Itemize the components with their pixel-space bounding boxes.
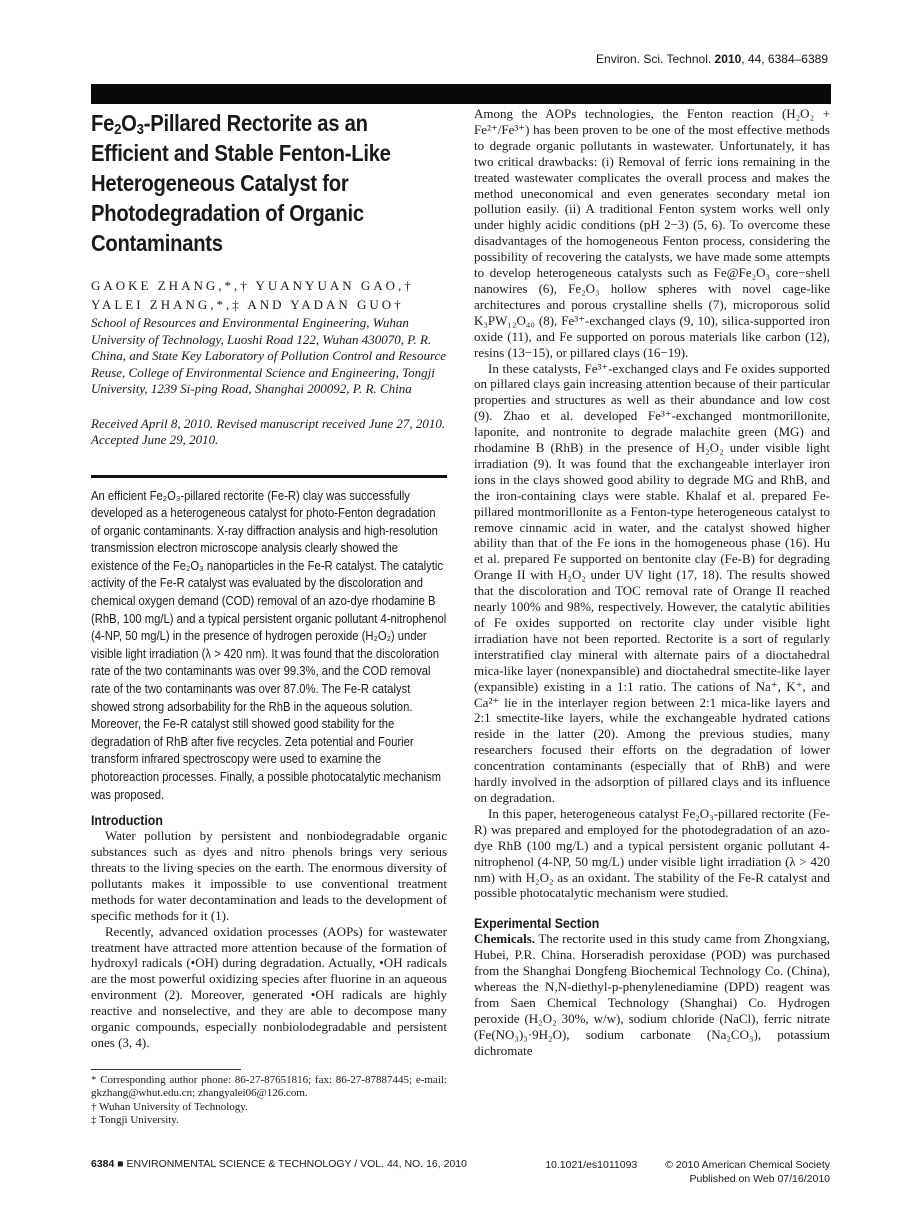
footnote-wuhan: † Wuhan University of Technology. bbox=[91, 1100, 248, 1113]
chemicals-label: Chemicals. bbox=[474, 931, 536, 947]
left-column bbox=[91, 106, 447, 1128]
author-line-1: GAOKE ZHANG,*,† YUANYUAN GAO,† bbox=[91, 278, 414, 293]
page-footer-left: 6384 ■ ENVIRONMENTAL SCIENCE & TECHNOLOGY / VOL. 44, NO. 16, 2010 bbox=[91, 1158, 467, 1170]
footnotes bbox=[91, 1074, 447, 1128]
top-banner-bar bbox=[91, 84, 831, 104]
journal-year: 2010 bbox=[714, 52, 742, 66]
introduction-body-left bbox=[91, 828, 447, 1051]
intro-paragraph-1: Water pollution by persistent and nonbiodegradable organic substances such as dyes and nitro phenols brings very serious threats to the living species on the earth. The enormous diversity of pollutants makes it impossible to use conventional treatment methods for water decontamination and leads to the development of specific methods for it (1). bbox=[91, 828, 447, 923]
article-title: $Fe_2O_3$-Pillared Rectorite as an Efficient and Stable Fenton-Like Heterogeneous Catalyst for Photodegradation of Organic Contaminants bbox=[91, 110, 391, 256]
author-line-2: YALEI ZHANG,*,‡ AND YADAN GUO† bbox=[91, 297, 404, 312]
chemicals-text: The rectorite used in this study came from Zhongxiang, Hubei, P.R. China. Horseradish peroxidase (POD) was purchased from the Shanghai Dongfeng Biochemical Technology Co. (China), whereas the N,N-diethyl-p-phenylenediamine (DPD) reagent was from Saen Chemical Technology (Shanghai) Co. Hydrogen peroxide (H₂O₂ 30%, w/w), sodium chloride (NaCl), ferric nitrate (Fe(NO₃)₃·9H₂O), sodium carbonate (Na₂CO₃), potassium dichromate bbox=[474, 931, 830, 1058]
received-dates: Received April 8, 2010. Revised manuscript received June 27, 2010. Accepted June 29, 2010. bbox=[91, 415, 446, 447]
affiliation: School of Resources and Environmental Engineering, Wuhan University of Technology, Luoshi Road 122, Wuhan 430070, P. R. China, and State Key Laboratory of Pollution Control and Resource Reuse, College of Environmental Science and Engineering, Tongji University, 1239 Si-ping Road, Shanghai 200092, P. R. China bbox=[91, 315, 447, 396]
citation-volume-pages: , 44, 6384–6389 bbox=[741, 52, 828, 66]
introduction-body-right bbox=[474, 106, 830, 901]
running-header bbox=[596, 52, 828, 66]
footnote-rule bbox=[91, 1069, 241, 1070]
intro-paragraph-2: Recently, advanced oxidation processes (AOPs) for wastewater treatment have attracted more attention because of the formation of hydroxyl radicals (•OH) during degradation. Actually, •OH radicals are the most powerful oxidizing species after fluorine in an aqueous environment (2). Moreover, generated •OH radicals are highly reactive and nonselective, and they are able to decompose many organic compounds, especially nonbiolodegradable and persistent ones (3, 4). bbox=[91, 923, 447, 1050]
introduction-heading: Introduction bbox=[91, 812, 163, 829]
doi: 10.1021/es1011093 bbox=[545, 1159, 638, 1171]
abstract-rule bbox=[91, 475, 447, 478]
intro-paragraph-4: In these catalysts, Fe³⁺-exchanged clays and Fe oxides supported on pillared clays gain increasing attention because of their particular properties and structures as well as their abundance and low cost (9). Zhao et al. developed Fe³⁺-exchanged montmorillonite, laponite, and nontronite to degrade malachite green (MG) and rhodamine B (RhB) in the presence of H₂O₂ under visible light irradiation (9). It was found that the exchangeable interlayer iron ions in the clays showed good ability to degrade MG and RhB, and the iron-containing clays were stable. Khalaf et al. prepared Fe-pillared montmorillonite as a Fenton-type heterogeneous catalyst to remove cinnamic acid in water, and the catalyst showed higher ability than that of the Fe ions in the homogeneous phase (16). Hu et al. prepared Fe supported on bentonite clay (Fe-B) for degrading Orange II with H₂O₂ under UV light (17, 18). The results showed that the discoloration and TOC removal rate of Orange II reached nearly 100% and 98%, respectively. However, the catalytic abilities of Fe oxides supported on rectorite clay under visible light irradiation have not been reported. Rectorite is a sort of regularly interstratified clay mineral with alternate pairs of a dioctahedral mica-like layer (nonexpansible) and dioctahedral smectite-like layer (expansible) existing in a 1:1 ratio. The cations of Na⁺, K⁺, and Ca²⁺ lie in the interlayer region between 2:1 mica-like layers and 2:1 smectite-like layers, while the exchangeable hydrated cations reside in the latter (20). Among the previous studies, many researchers focused their efforts on the degradation of lower concentration contaminants (especially that of RhB) and were hardly involved in the adsorption of pillared clays and its influence on degradation. bbox=[474, 360, 830, 805]
author-list bbox=[91, 276, 447, 314]
chemicals-paragraph bbox=[474, 931, 830, 1058]
page-footer-right bbox=[545, 1158, 830, 1186]
copyright: © 2010 American Chemical Society bbox=[665, 1159, 830, 1171]
published-date: Published on Web 07/16/2010 bbox=[689, 1173, 830, 1185]
experimental-heading: Experimental Section bbox=[474, 915, 600, 932]
footnote-tongji: ‡ Tongji University. bbox=[91, 1114, 179, 1127]
intro-paragraph-5: In this paper, heterogeneous catalyst Fe₂O₃-pillared rectorite (Fe-R) was prepared and employed for the photodegradation of an azo-dye RhB (100 mg/L) and a typical persistent organic pollutant 4-nitrophenol (4-NP, 50 mg/L) under visible light irradiation (λ > 420 nm) with H₂O₂ as an oxidant. The stability of the Fe-R catalyst and possible photocatalytic mechanism were studied. bbox=[474, 805, 830, 901]
experimental-body bbox=[474, 931, 830, 1058]
journal-name: Environ. Sci. Technol. bbox=[596, 52, 712, 66]
footer-journal: ENVIRONMENTAL SCIENCE & TECHNOLOGY / VOL. 44, NO. 16, 2010 bbox=[126, 1158, 467, 1170]
intro-paragraph-3: Among the AOPs technologies, the Fenton reaction (H₂O₂ + Fe²⁺/Fe³⁺) has been proven to be one of the most effective methods to degrade organic pollutants in wastewater. Unfortunately, it has two critical drawbacks: (i) Removal of ferric ions remaining in the treated wastewater complicates the overall process and makes the method uneconomical and even generates secondary metal ion pollution easily. (ii) A traditional Fenton system works well only under highly acidic conditions (pH 2−3) (5, 6). To overcome these disadvantages of the homogeneous Fenton process, considering the possibility of recovering the catalysts, we have made some attempts to develop heterogeneous catalysts such as Fe@Fe₂O₃ core−shell nanowires (6), Fe₂O₃ hollow spheres with novel cage-like architectures and porous crystalline shells (7), microporous solid K₃PW₁₂O₄₀ (8), Fe³⁺-exchanged clays (9, 10), silica-supported iron oxide (11), and Fe supported on porous materials like carbon (12), resins (13−15), or pillared clays (16−19). bbox=[474, 106, 830, 360]
right-column bbox=[474, 106, 830, 1059]
page-number: 6384 bbox=[91, 1158, 115, 1170]
abstract: An efficient Fe₂O₃-pillared rectorite (Fe-R) clay was successfully developed as a heterogeneous catalyst for photo-Fenton degradation of organic contaminants. X-ray diffraction analysis and high-resolution transmission electron microscope analysis clearly showed the existence of the Fe₂O₃ nanoparticles in the Fe-R catalyst. The catalytic activity of the Fe-R catalyst was evaluated by the discoloration and chemical oxygen demand (COD) removal of an azo-dye rhodamine B (RhB, 100 mg/L) and a typical persistent organic pollutant 4-nitrophenol (4-NP, 50 mg/L) in the presence of hydrogen peroxide (H₂O₂) under visible light irradiation (λ > 420 nm). It was found that the discoloration rate of the two contaminants was over 99.3%, and the COD removal rate of the two contaminants was over 87.0%. The Fe-R catalyst showed strong adsorbability for the RhB in the aqueous solution. Moreover, the Fe-R catalyst still showed good stability for the degradation of RhB after five recycles. Zeta potential and Fourier transform infrared spectroscopy were used to examine the photoreaction processes. Finally, a possible photocatalytic mechanism was proposed. bbox=[91, 488, 447, 802]
footnote-corresponding: * Corresponding author phone: 86-27-87651816; fax: 86-27-87887445; e-mail: gkzhang@whut.edu.cn; zhangyalei06@126.com. bbox=[91, 1073, 447, 1100]
